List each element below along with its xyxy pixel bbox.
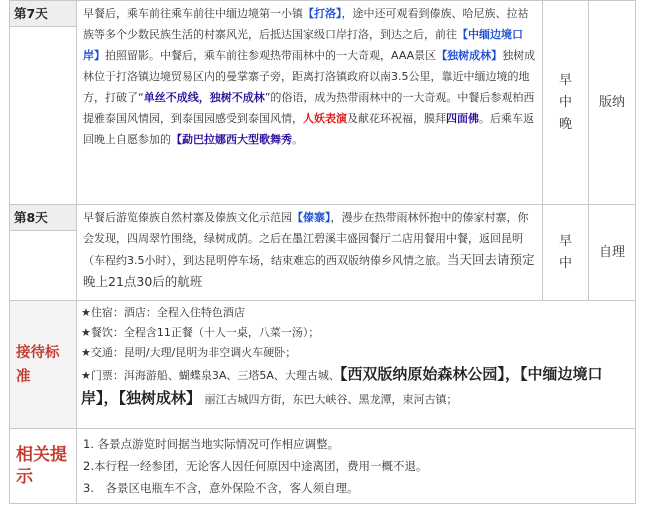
day8-hotel: 自理 bbox=[589, 205, 636, 301]
tips-content: 1. 各景点游览时间据当地实际情况可作相应调整。 2.本行程一经参团，无论客人因任何原因中途离团，费用一概不退。 3. 各景区电瓶车不含，意外保险不含，客人须自理。 bbox=[77, 429, 636, 504]
itinerary-table bbox=[9, 0, 636, 504]
tips-label: 相关提示 bbox=[10, 429, 77, 504]
day8-label: 第8天 bbox=[10, 205, 77, 231]
standards-label: 接待标准 bbox=[10, 301, 77, 429]
standards-content: ★住宿：酒店：全程入住特色酒店 ★餐饮：全程含11正餐（十人一桌，八菜一汤）； ★交通：昆明/大理/昆明为非空调火车硬卧； ★门票：洱海游船、蝴蝶泉3A、三塔5A、大理古城、【西双版纳原始森林公园】，【中缅边境口岸】，【独树成林】 丽江古城四方街，东巴大峡谷、黑龙潭，束河古镇； bbox=[77, 301, 636, 429]
day8-description: 早餐后游览傣族自然村寨及傣族文化示范园【傣寨】，漫步在热带雨林怀抱中的傣家村寨，你会发现，四周翠竹围绕，绿树成荫。之后在墨江碧溪丰盛园餐厅二店用餐用中餐，返回昆明（车程约3.5小时），到达昆明停车场，结束难忘的西双版纳傣乡风情之旅。当天回去请预定晚上21点30后的航班 bbox=[77, 205, 543, 301]
highlight-show: 【勐巴拉娜西大型歌舞秀 bbox=[171, 133, 292, 146]
day8-meals: 早 中 bbox=[543, 205, 589, 301]
highlight-tree: 【独树成林】 bbox=[436, 49, 503, 62]
ticket-tree-forest: 【独树成林】 bbox=[118, 389, 202, 407]
flight-note: 当天回去请预定晚上21点30后的航班 bbox=[83, 252, 535, 289]
ticket-forest-park: 【西双版纳原始森林公园】 bbox=[339, 365, 505, 383]
day7-hotel: 版纳 bbox=[589, 1, 636, 205]
highlight-saying: 单丝不成线，独树不成林 bbox=[143, 91, 265, 104]
highlight-dageluo: 【打洛】 bbox=[303, 7, 342, 20]
highlight-buddha: 四面佛 bbox=[446, 112, 479, 125]
ticket-border-port: 【中缅边境口岸】 bbox=[81, 365, 603, 407]
day7-description: 早餐后，乘车前往乘车前往中缅边境第一小镇【打洛】，途中还可观看到傣族、哈尼族、拉祜族等多个少数民族生活的村寨风光，后抵达国家级口岸打洛，到达之后，前往【中缅边境口岸】拍照留影。中餐后，乘车前往参观热带雨林中的一大奇观，AAA景区【独树成林】独树成林位于打洛镇边境贸易区内的曼掌寨子旁，距离打洛镇政府以南3.5公里，靠近中缅边境的地方，打破了“单丝不成线，独树不成林”的俗语，成为热带雨林中的一大奇观。中餐后参观柏西提雅泰国风情园，到泰国园感受到泰国风情，人妖表演及献花环祝福，膜拜四面佛。后乘车返回晚上自愿参加的【勐巴拉娜西大型歌舞秀。 bbox=[77, 1, 543, 205]
highlight-ladyboy: 人妖表演 bbox=[303, 112, 347, 125]
day8-spacer bbox=[10, 231, 77, 301]
day7-label: 第7天 bbox=[10, 1, 77, 27]
day7-meals: 早 中 晚 bbox=[543, 1, 589, 205]
day7-spacer bbox=[10, 27, 77, 205]
highlight-village: 【傣寨】 bbox=[292, 211, 331, 224]
highlight-port: 【中缅边境口岸】 bbox=[83, 28, 523, 62]
